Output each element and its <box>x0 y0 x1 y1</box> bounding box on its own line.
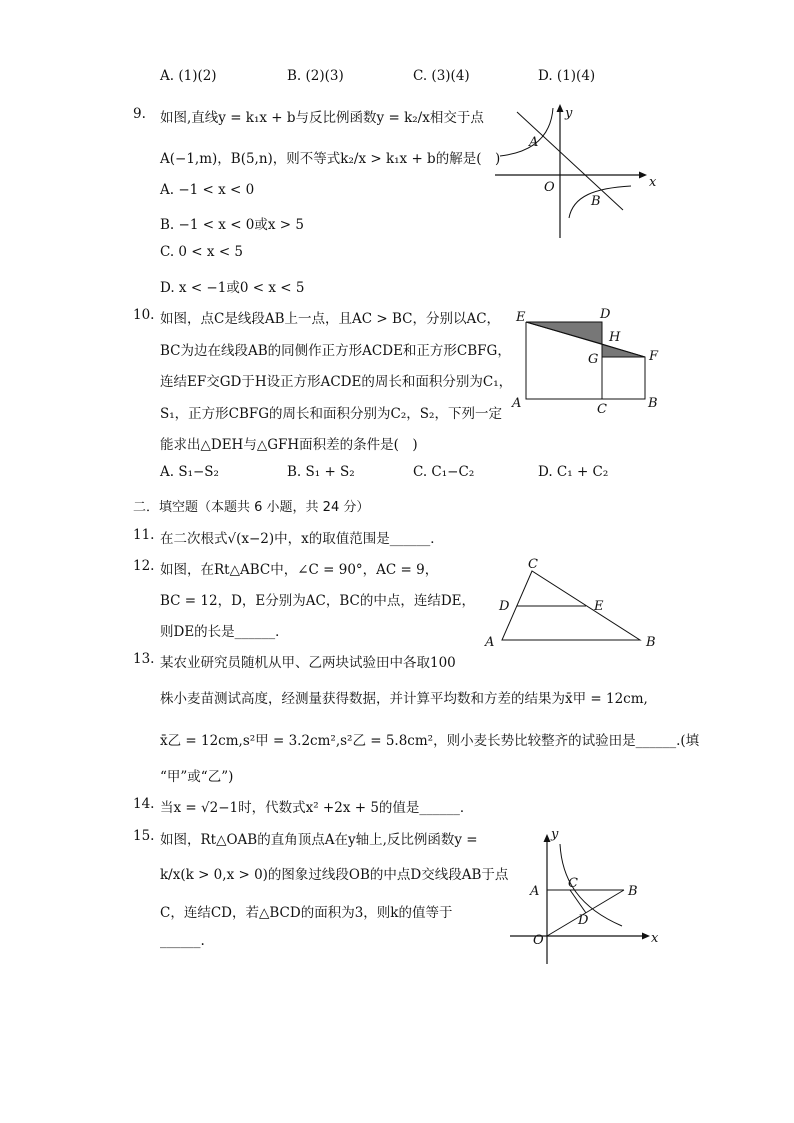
q9-number: 9. <box>133 106 146 122</box>
q15-fig-b-label: B <box>628 884 638 899</box>
q15-fig-o-label: O <box>533 933 544 948</box>
q13-line3: x̄乙 = 12cm,s²甲 = 3.2cm²,s²乙 = 5.8cm²，则小麦长势比较整齐的试验田是______.(填 <box>160 733 700 749</box>
q13-line4: “甲”或“乙”) <box>160 769 234 785</box>
q12-fig-e-label: E <box>594 599 604 614</box>
q10-fig-h-label: H <box>609 330 621 345</box>
q8-option-a[interactable]: A. (1)(2) <box>160 68 217 84</box>
q10-line1: 如图，点C是线段AB上一点，且AC > BC，分别以AC， <box>160 311 501 327</box>
q10-line2: BC为边在线段AB的同侧作正方形ACDE和正方形CBFG， <box>160 343 511 359</box>
q15-line1: 如图，Rt△OAB的直角顶点A在y轴上,反比例函数y = <box>160 832 478 848</box>
q10-fig-c-label: C <box>597 402 607 417</box>
q9-figure <box>495 100 665 245</box>
section-2-title: 二．填空题（本题共 6 小题，共 24 分） <box>133 500 370 515</box>
q10-line3: 连结EF交GD于H设正方形ACDE的周长和面积分别为C₁， <box>160 374 513 390</box>
q8-option-b[interactable]: B. (2)(3) <box>287 68 344 84</box>
q10-number: 10. <box>133 307 155 323</box>
q9-fig-y-label: y <box>565 106 573 121</box>
q8-option-d[interactable]: D. (1)(4) <box>538 68 596 84</box>
q15-figure <box>510 826 670 966</box>
q10-option-b[interactable]: B. S₁ + S₂ <box>287 464 355 480</box>
q9-fig-a-label: A <box>529 135 539 150</box>
q10-figure <box>510 305 670 420</box>
q12-line1: 如图，在Rt△ABC中，∠C = 90°，AC = 9， <box>160 562 439 578</box>
q13-number: 13. <box>133 651 155 667</box>
q14-text: 当x = √2−1时，代数式x² +2x + 5的值是______． <box>160 800 474 816</box>
q12-line3: 则DE的长是______． <box>160 624 289 640</box>
q11-number: 11. <box>133 527 155 543</box>
q10-option-d[interactable]: D. C₁ + C₂ <box>538 464 609 480</box>
q10-fig-e-label: E <box>516 310 526 325</box>
q13-line1: 某农业研究员随机从甲、乙两块试验田中各取100 <box>160 655 456 671</box>
q12-fig-d-label: D <box>499 599 510 614</box>
q9-fig-x-label: x <box>649 175 657 190</box>
q10-fig-g-label: G <box>588 352 599 367</box>
q9-option-a[interactable]: A. −1 < x < 0 <box>160 182 255 198</box>
q9-option-b[interactable]: B. −1 < x < 0或x > 5 <box>160 217 304 233</box>
q10-line5: 能求出△DEH与△GFH面积差的条件是( ) <box>160 437 418 453</box>
q15-number: 15. <box>133 828 155 844</box>
q12-number: 12. <box>133 558 155 574</box>
q12-fig-b-label: B <box>646 635 656 650</box>
q10-fig-d-label: D <box>600 307 611 322</box>
q10-fig-b-label: B <box>648 396 658 411</box>
q9-line2: A(−1,m)，B(5,n)，则不等式k₂/x > k₁x + b的解是( ) <box>160 151 501 167</box>
q12-figure <box>480 556 665 651</box>
q9-fig-b-label: B <box>591 194 601 209</box>
q11-text: 在二次根式√(x−2)中，x的取值范围是______． <box>160 531 444 547</box>
q10-option-a[interactable]: A. S₁−S₂ <box>160 464 219 480</box>
q10-fig-a-label: A <box>512 396 522 411</box>
q15-fig-c-label: C <box>568 876 578 891</box>
q14-number: 14. <box>133 796 155 812</box>
q12-line2: BC = 12，D，E分别为AC，BC的中点，连结DE， <box>160 593 476 609</box>
q8-option-c[interactable]: C. (3)(4) <box>413 68 470 84</box>
q9-fig-o-label: O <box>544 180 555 195</box>
q15-line3: C，连结CD，若△BCD的面积为3，则k的值等于 <box>160 905 453 921</box>
q15-line4: ______. <box>160 933 205 949</box>
q13-line2: 株小麦苗测试高度，经测量获得数据，并计算平均数和方差的结果为x̄甲 = 12cm, <box>160 691 648 707</box>
q15-fig-x-label: x <box>651 931 659 946</box>
q15-line2: k/x(k > 0,x > 0)的图象过线段OB的中点D交线段AB于点 <box>160 867 509 883</box>
q12-fig-c-label: C <box>528 557 538 572</box>
q10-fig-f-label: F <box>649 349 659 364</box>
q12-fig-a-label: A <box>485 635 495 650</box>
q10-option-c[interactable]: C. C₁−C₂ <box>413 464 475 480</box>
q15-fig-y-label: y <box>551 827 559 842</box>
q9-option-c[interactable]: C. 0 < x < 5 <box>160 244 244 260</box>
q15-fig-d-label: D <box>578 913 589 928</box>
q9-option-d[interactable]: D. x < −1或0 < x < 5 <box>160 280 305 296</box>
q9-line1: 如图,直线y = k₁x + b与反比例函数y = k₂/x相交于点 <box>160 110 484 126</box>
q10-line4: S₁，正方形CBFG的周长和面积分别为C₂，S₂，下列一定 <box>160 406 502 422</box>
q15-fig-a-label: A <box>530 884 540 899</box>
